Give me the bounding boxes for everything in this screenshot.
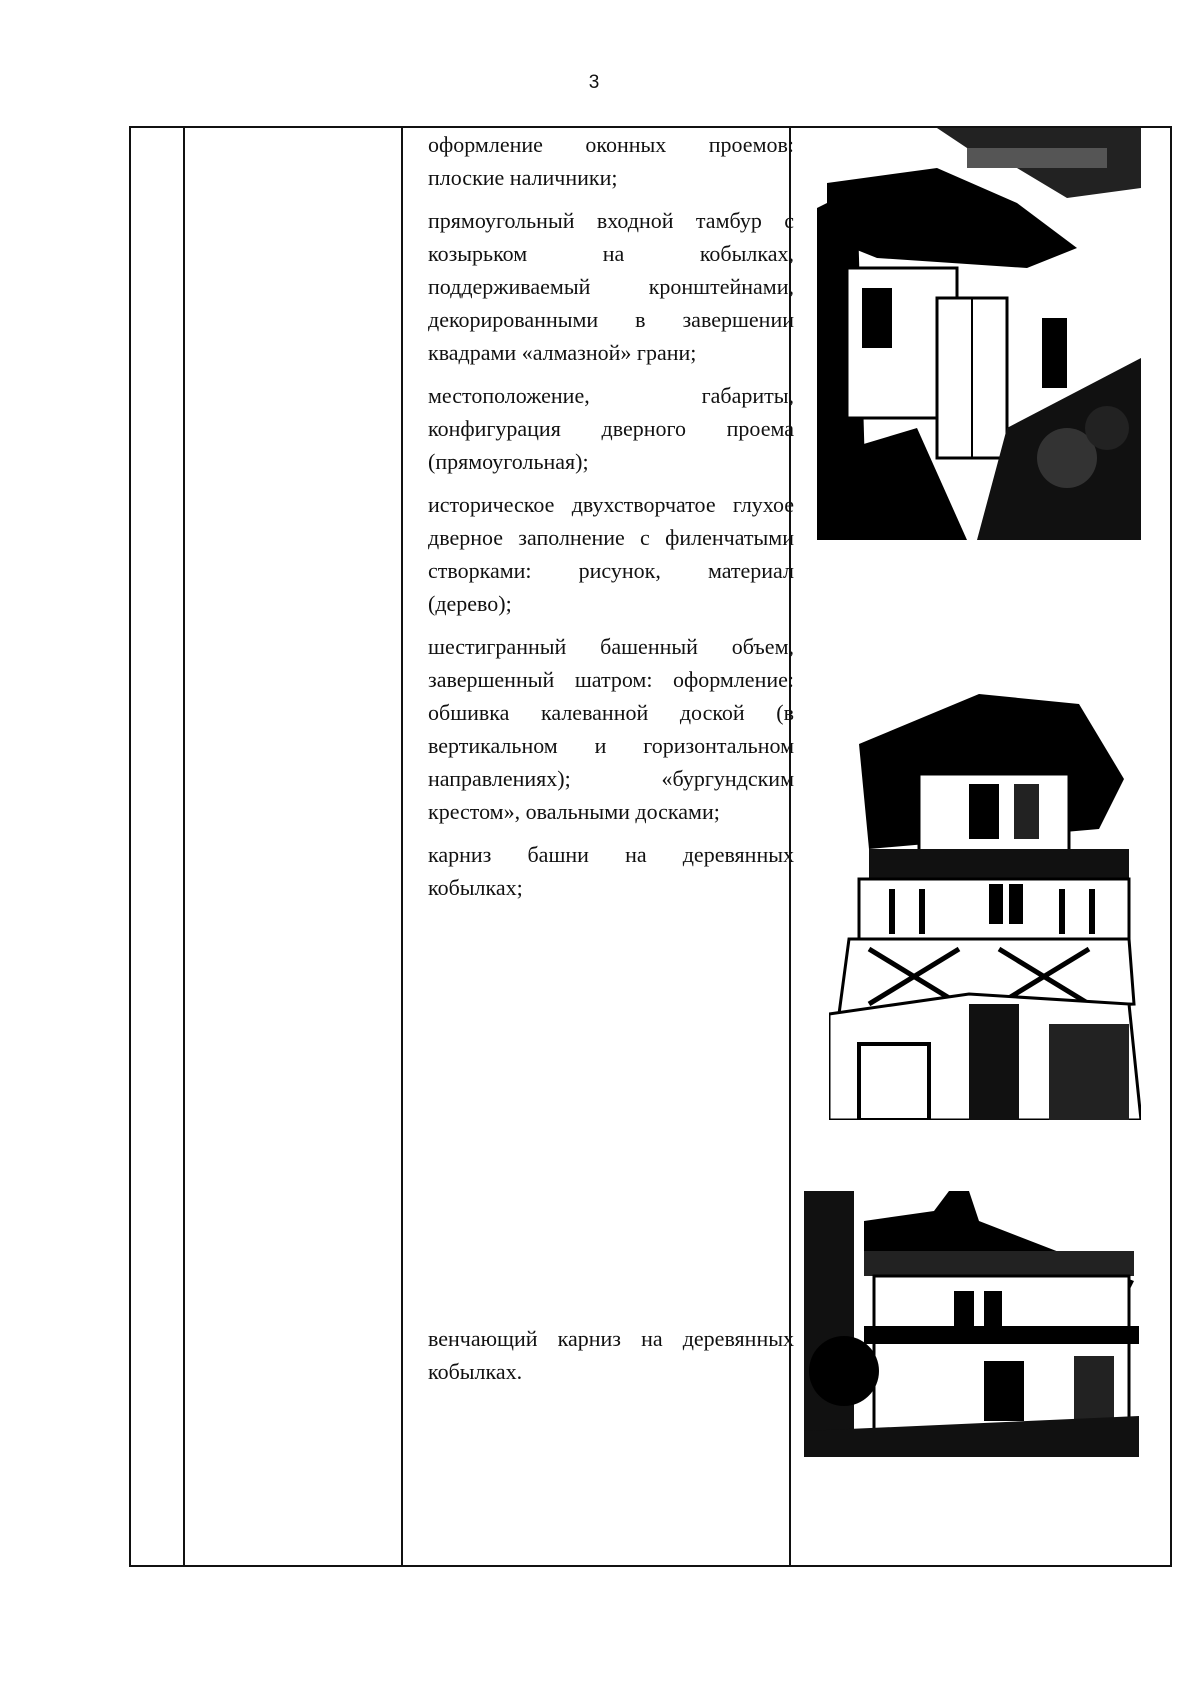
entrance-vestibule-photo [817, 128, 1141, 540]
building-cornice-photo [804, 1191, 1139, 1457]
column-divider [401, 128, 403, 1565]
tower-photo [829, 684, 1141, 1120]
feature-text: историческое двухстворчатое глухое дверное заполнение с филенчатыми створками: рисунок, материал (дерево); [428, 492, 794, 616]
column-divider [183, 128, 185, 1565]
feature-text: местоположение, габариты, конфигурация дверного проема (прямоугольная); [428, 383, 794, 474]
page-number: 3 [588, 72, 600, 93]
feature-text: шестигранный башенный объем, завершенный шатром: оформление: обшивка калеванной доской (в вертикальном и горизонтальном направлениях); «бургундским крестом», овальными досками; [428, 634, 794, 824]
feature-text-last: венчающий карниз на деревянных кобылках. [428, 1326, 794, 1384]
feature-text: карниз башни на деревянных кобылках; [428, 842, 794, 900]
features-column [416, 128, 806, 914]
features-table [129, 126, 1172, 1567]
feature-text: прямоугольный входной тамбур с козырьком на кобылках, поддерживаемый кронштейнами, декорированными в завершении квадрами «алмазной» грани; [428, 208, 794, 365]
feature-text: оформление оконных проемов: плоские наличники; [428, 132, 794, 190]
